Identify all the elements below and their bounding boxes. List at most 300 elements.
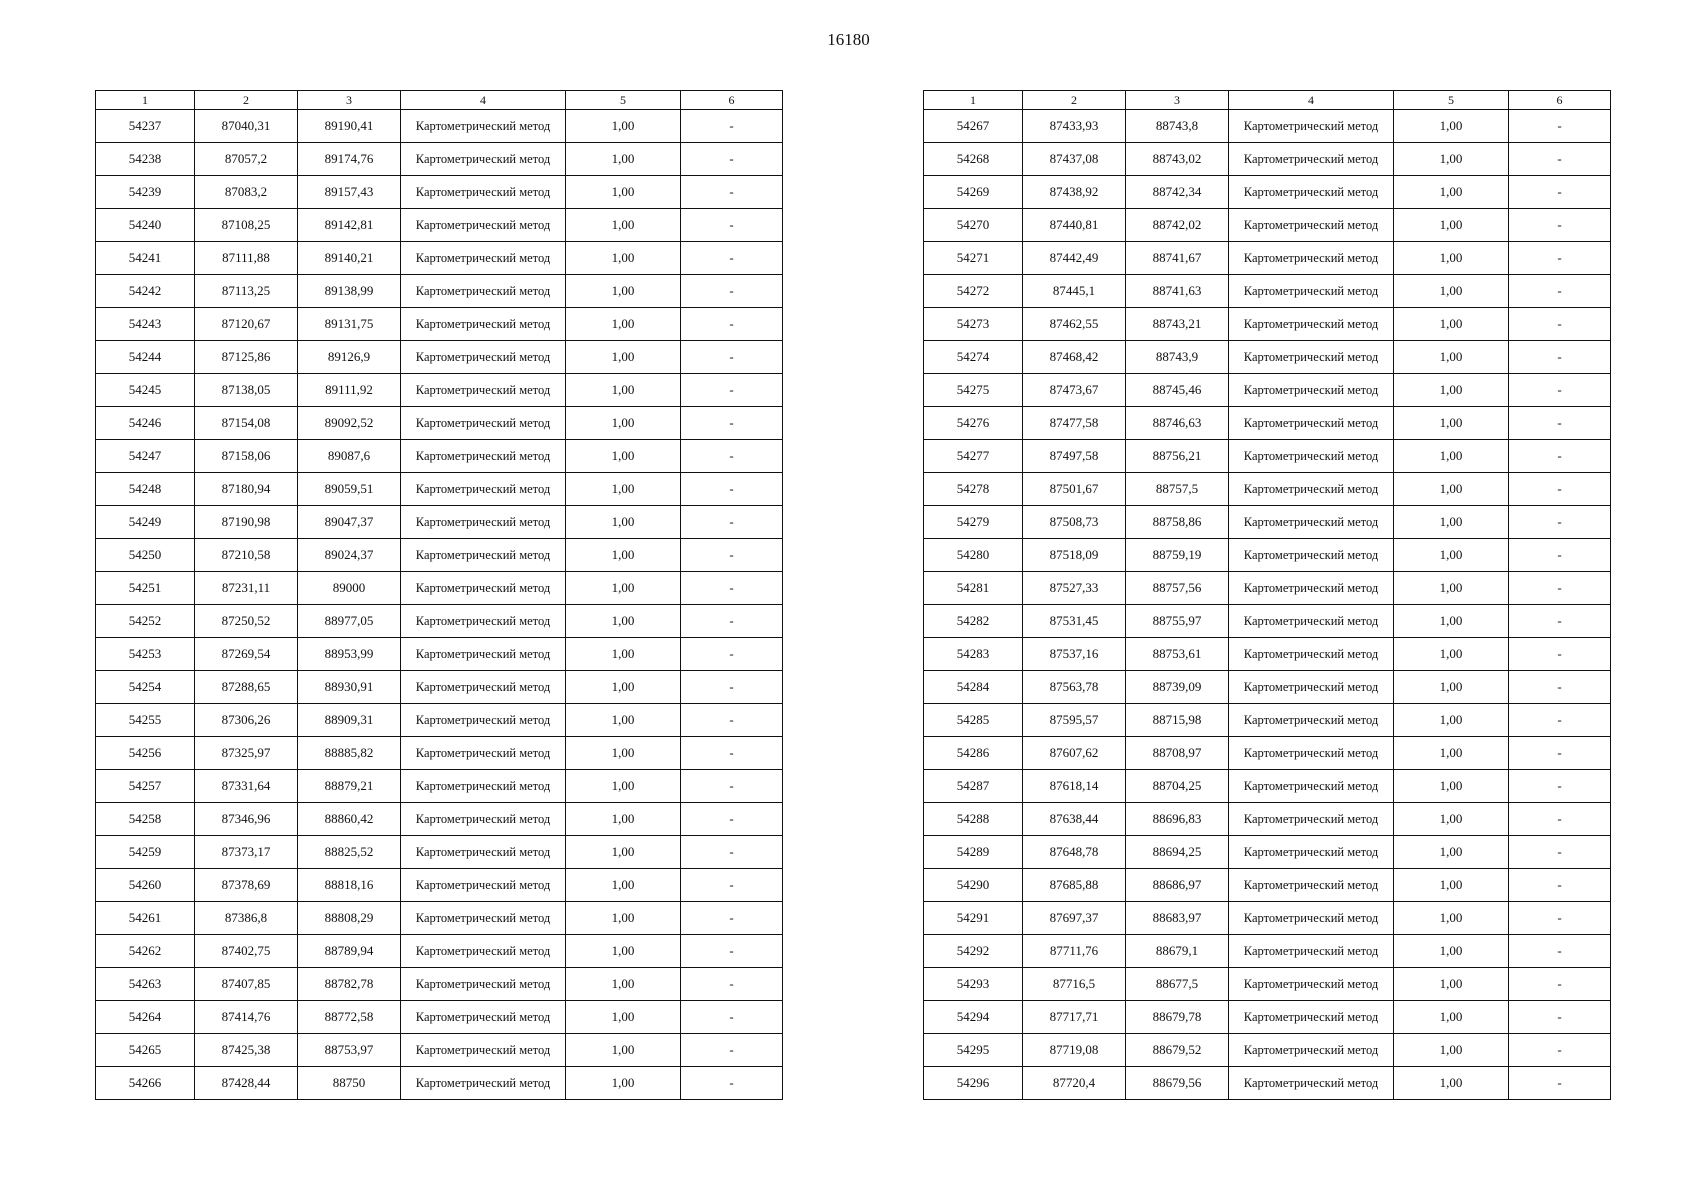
method-cell: Картометрический метод (401, 836, 566, 869)
table-row (96, 407, 783, 440)
x-coordinate-cell: 87468,42 (1023, 341, 1126, 374)
point-number-cell: 54262 (96, 935, 195, 968)
method-cell: Картометрический метод (1229, 836, 1394, 869)
method-cell: Картометрический метод (401, 572, 566, 605)
accuracy-cell: 1,00 (1394, 803, 1509, 836)
description-cell: - (1509, 242, 1611, 275)
point-number-cell: 54278 (924, 473, 1023, 506)
x-coordinate-cell: 87407,85 (195, 968, 298, 1001)
table-row (96, 770, 783, 803)
table-row (924, 539, 1611, 572)
method-cell: Картометрический метод (401, 869, 566, 902)
description-cell: - (681, 374, 783, 407)
y-coordinate-cell: 88750 (298, 1067, 401, 1100)
point-number-cell: 54260 (96, 869, 195, 902)
accuracy-cell: 1,00 (566, 704, 681, 737)
table-row (924, 176, 1611, 209)
method-cell: Картометрический метод (1229, 869, 1394, 902)
description-cell: - (681, 605, 783, 638)
y-coordinate-cell: 89092,52 (298, 407, 401, 440)
y-coordinate-cell: 88708,97 (1126, 737, 1229, 770)
x-coordinate-cell: 87711,76 (1023, 935, 1126, 968)
description-cell: - (1509, 1001, 1611, 1034)
x-coordinate-cell: 87473,67 (1023, 374, 1126, 407)
point-number-cell: 54240 (96, 209, 195, 242)
x-coordinate-cell: 87113,25 (195, 275, 298, 308)
description-cell: - (681, 770, 783, 803)
description-cell: - (1509, 572, 1611, 605)
x-coordinate-cell: 87057,2 (195, 143, 298, 176)
description-cell: - (681, 440, 783, 473)
description-cell: - (1509, 737, 1611, 770)
y-coordinate-cell: 88739,09 (1126, 671, 1229, 704)
y-coordinate-cell: 88696,83 (1126, 803, 1229, 836)
table-row (96, 836, 783, 869)
x-coordinate-cell: 87638,44 (1023, 803, 1126, 836)
x-coordinate-cell: 87563,78 (1023, 671, 1126, 704)
point-number-cell: 54243 (96, 308, 195, 341)
point-number-cell: 54263 (96, 968, 195, 1001)
accuracy-cell: 1,00 (1394, 902, 1509, 935)
y-coordinate-cell: 89126,9 (298, 341, 401, 374)
x-coordinate-cell: 87120,67 (195, 308, 298, 341)
method-cell: Картометрический метод (1229, 374, 1394, 407)
x-coordinate-cell: 87325,97 (195, 737, 298, 770)
description-cell: - (1509, 836, 1611, 869)
description-cell: - (681, 902, 783, 935)
table-row (96, 110, 783, 143)
table-row (96, 473, 783, 506)
description-cell: - (681, 143, 783, 176)
method-cell: Картометрический метод (401, 737, 566, 770)
accuracy-cell: 1,00 (566, 1001, 681, 1034)
description-cell: - (681, 836, 783, 869)
table-row (96, 275, 783, 308)
description-cell: - (681, 176, 783, 209)
table-row (96, 539, 783, 572)
description-cell: - (1509, 407, 1611, 440)
x-coordinate-cell: 87346,96 (195, 803, 298, 836)
description-cell: - (681, 1001, 783, 1034)
point-number-cell: 54286 (924, 737, 1023, 770)
accuracy-cell: 1,00 (566, 176, 681, 209)
x-coordinate-cell: 87250,52 (195, 605, 298, 638)
table-row (924, 275, 1611, 308)
accuracy-cell: 1,00 (1394, 1034, 1509, 1067)
y-coordinate-cell: 88679,1 (1126, 935, 1229, 968)
accuracy-cell: 1,00 (566, 1067, 681, 1100)
description-cell: - (1509, 341, 1611, 374)
accuracy-cell: 1,00 (1394, 374, 1509, 407)
point-number-cell: 54256 (96, 737, 195, 770)
method-cell: Картометрический метод (1229, 968, 1394, 1001)
table-row (924, 902, 1611, 935)
table-row (924, 143, 1611, 176)
description-cell: - (681, 869, 783, 902)
table-row (924, 341, 1611, 374)
method-cell: Картометрический метод (401, 242, 566, 275)
description-cell: - (681, 572, 783, 605)
method-cell: Картометрический метод (401, 275, 566, 308)
accuracy-cell: 1,00 (1394, 1067, 1509, 1100)
x-coordinate-cell: 87306,26 (195, 704, 298, 737)
method-cell: Картометрический метод (401, 638, 566, 671)
accuracy-cell: 1,00 (566, 902, 681, 935)
point-number-cell: 54293 (924, 968, 1023, 1001)
x-coordinate-cell: 87428,44 (195, 1067, 298, 1100)
point-number-cell: 54291 (924, 902, 1023, 935)
method-cell: Картометрический метод (1229, 473, 1394, 506)
point-number-cell: 54283 (924, 638, 1023, 671)
x-coordinate-cell: 87083,2 (195, 176, 298, 209)
x-coordinate-cell: 87138,05 (195, 374, 298, 407)
point-number-cell: 54264 (96, 1001, 195, 1034)
method-cell: Картометрический метод (1229, 506, 1394, 539)
table-row (96, 572, 783, 605)
description-cell: - (681, 473, 783, 506)
description-cell: - (681, 242, 783, 275)
x-coordinate-cell: 87438,92 (1023, 176, 1126, 209)
accuracy-cell: 1,00 (566, 605, 681, 638)
x-coordinate-cell: 87190,98 (195, 506, 298, 539)
method-cell: Картометрический метод (1229, 440, 1394, 473)
accuracy-cell: 1,00 (566, 407, 681, 440)
method-cell: Картометрический метод (1229, 1001, 1394, 1034)
table-row (924, 1001, 1611, 1034)
point-number-cell: 54270 (924, 209, 1023, 242)
method-cell: Картометрический метод (401, 143, 566, 176)
table-row (96, 374, 783, 407)
table-row (96, 341, 783, 374)
method-cell: Картометрический метод (401, 110, 566, 143)
x-coordinate-cell: 87288,65 (195, 671, 298, 704)
accuracy-cell: 1,00 (1394, 869, 1509, 902)
table-row (96, 869, 783, 902)
table-row (924, 605, 1611, 638)
method-cell: Картометрический метод (1229, 902, 1394, 935)
accuracy-cell: 1,00 (1394, 473, 1509, 506)
y-coordinate-cell: 88715,98 (1126, 704, 1229, 737)
method-cell: Картометрический метод (401, 1001, 566, 1034)
description-cell: - (1509, 143, 1611, 176)
y-coordinate-cell: 88758,86 (1126, 506, 1229, 539)
method-cell: Картометрический метод (1229, 275, 1394, 308)
x-coordinate-cell: 87040,31 (195, 110, 298, 143)
y-coordinate-cell: 88743,21 (1126, 308, 1229, 341)
method-cell: Картометрический метод (1229, 143, 1394, 176)
accuracy-cell: 1,00 (566, 242, 681, 275)
description-cell: - (681, 506, 783, 539)
table-row (924, 308, 1611, 341)
accuracy-cell: 1,00 (1394, 638, 1509, 671)
point-number-cell: 54246 (96, 407, 195, 440)
point-number-cell: 54295 (924, 1034, 1023, 1067)
table-row (924, 572, 1611, 605)
x-coordinate-cell: 87414,76 (195, 1001, 298, 1034)
x-coordinate-cell: 87378,69 (195, 869, 298, 902)
y-coordinate-cell: 88756,21 (1126, 440, 1229, 473)
x-coordinate-cell: 87269,54 (195, 638, 298, 671)
y-coordinate-cell: 89111,92 (298, 374, 401, 407)
table-row (96, 803, 783, 836)
x-coordinate-cell: 87210,58 (195, 539, 298, 572)
method-cell: Картометрический метод (1229, 935, 1394, 968)
y-coordinate-cell: 88741,63 (1126, 275, 1229, 308)
y-coordinate-cell: 88860,42 (298, 803, 401, 836)
table-row (96, 1067, 783, 1100)
accuracy-cell: 1,00 (1394, 737, 1509, 770)
point-number-cell: 54245 (96, 374, 195, 407)
y-coordinate-cell: 89140,21 (298, 242, 401, 275)
table-row (96, 506, 783, 539)
y-coordinate-cell: 88755,97 (1126, 605, 1229, 638)
y-coordinate-cell: 88909,31 (298, 704, 401, 737)
point-number-cell: 54250 (96, 539, 195, 572)
accuracy-cell: 1,00 (1394, 275, 1509, 308)
method-cell: Картометрический метод (401, 473, 566, 506)
description-cell: - (1509, 539, 1611, 572)
table-row (96, 968, 783, 1001)
y-coordinate-cell: 88885,82 (298, 737, 401, 770)
column-header: 1 (924, 91, 1023, 110)
table-row (924, 836, 1611, 869)
x-coordinate-cell: 87717,71 (1023, 1001, 1126, 1034)
point-number-cell: 54274 (924, 341, 1023, 374)
y-coordinate-cell: 88930,91 (298, 671, 401, 704)
method-cell: Картометрический метод (1229, 407, 1394, 440)
method-cell: Картометрический метод (1229, 110, 1394, 143)
point-number-cell: 54252 (96, 605, 195, 638)
accuracy-cell: 1,00 (566, 770, 681, 803)
method-cell: Картометрический метод (1229, 737, 1394, 770)
description-cell: - (1509, 638, 1611, 671)
description-cell: - (681, 110, 783, 143)
point-number-cell: 54261 (96, 902, 195, 935)
x-coordinate-cell: 87440,81 (1023, 209, 1126, 242)
description-cell: - (1509, 770, 1611, 803)
method-cell: Картометрический метод (401, 374, 566, 407)
x-coordinate-cell: 87595,57 (1023, 704, 1126, 737)
method-cell: Картометрический метод (401, 605, 566, 638)
method-cell: Картометрический метод (401, 803, 566, 836)
table-row (96, 737, 783, 770)
table-row (924, 1067, 1611, 1100)
method-cell: Картометрический метод (401, 704, 566, 737)
y-coordinate-cell: 89059,51 (298, 473, 401, 506)
description-cell: - (1509, 704, 1611, 737)
point-number-cell: 54294 (924, 1001, 1023, 1034)
method-cell: Картометрический метод (1229, 770, 1394, 803)
table-row (924, 671, 1611, 704)
description-cell: - (681, 803, 783, 836)
accuracy-cell: 1,00 (1394, 110, 1509, 143)
accuracy-cell: 1,00 (1394, 605, 1509, 638)
method-cell: Картометрический метод (1229, 176, 1394, 209)
accuracy-cell: 1,00 (566, 803, 681, 836)
table-row (96, 902, 783, 935)
x-coordinate-cell: 87433,93 (1023, 110, 1126, 143)
x-coordinate-cell: 87537,16 (1023, 638, 1126, 671)
method-cell: Картометрический метод (1229, 209, 1394, 242)
point-number-cell: 54251 (96, 572, 195, 605)
y-coordinate-cell: 88953,99 (298, 638, 401, 671)
description-cell: - (1509, 935, 1611, 968)
y-coordinate-cell: 88818,16 (298, 869, 401, 902)
description-cell: - (1509, 968, 1611, 1001)
point-number-cell: 54287 (924, 770, 1023, 803)
y-coordinate-cell: 88757,5 (1126, 473, 1229, 506)
description-cell: - (681, 737, 783, 770)
x-coordinate-cell: 87180,94 (195, 473, 298, 506)
y-coordinate-cell: 88677,5 (1126, 968, 1229, 1001)
table-row (924, 1034, 1611, 1067)
y-coordinate-cell: 88825,52 (298, 836, 401, 869)
table-row (924, 968, 1611, 1001)
method-cell: Картометрический метод (1229, 671, 1394, 704)
table-row (924, 440, 1611, 473)
description-cell: - (1509, 374, 1611, 407)
method-cell: Картометрический метод (1229, 539, 1394, 572)
accuracy-cell: 1,00 (566, 275, 681, 308)
x-coordinate-cell: 87531,45 (1023, 605, 1126, 638)
y-coordinate-cell: 89047,37 (298, 506, 401, 539)
y-coordinate-cell: 88679,52 (1126, 1034, 1229, 1067)
description-cell: - (1509, 440, 1611, 473)
point-number-cell: 54279 (924, 506, 1023, 539)
method-cell: Картометрический метод (401, 176, 566, 209)
point-number-cell: 54289 (924, 836, 1023, 869)
x-coordinate-cell: 87477,58 (1023, 407, 1126, 440)
y-coordinate-cell: 88742,02 (1126, 209, 1229, 242)
x-coordinate-cell: 87108,25 (195, 209, 298, 242)
method-cell: Картометрический метод (401, 935, 566, 968)
method-cell: Картометрический метод (401, 671, 566, 704)
point-number-cell: 54241 (96, 242, 195, 275)
description-cell: - (681, 638, 783, 671)
y-coordinate-cell: 88745,46 (1126, 374, 1229, 407)
description-cell: - (681, 341, 783, 374)
table-row (924, 869, 1611, 902)
table-row (96, 143, 783, 176)
description-cell: - (1509, 176, 1611, 209)
point-number-cell: 54244 (96, 341, 195, 374)
description-cell: - (1509, 275, 1611, 308)
point-number-cell: 54253 (96, 638, 195, 671)
y-coordinate-cell: 89142,81 (298, 209, 401, 242)
description-cell: - (681, 935, 783, 968)
x-coordinate-cell: 87386,8 (195, 902, 298, 935)
method-cell: Картометрический метод (401, 341, 566, 374)
accuracy-cell: 1,00 (1394, 770, 1509, 803)
accuracy-cell: 1,00 (566, 638, 681, 671)
accuracy-cell: 1,00 (1394, 539, 1509, 572)
x-coordinate-cell: 87497,58 (1023, 440, 1126, 473)
accuracy-cell: 1,00 (566, 440, 681, 473)
y-coordinate-cell: 88743,8 (1126, 110, 1229, 143)
table-row (96, 242, 783, 275)
table-row (924, 110, 1611, 143)
description-cell: - (1509, 1034, 1611, 1067)
x-coordinate-cell: 87648,78 (1023, 836, 1126, 869)
y-coordinate-cell: 88741,67 (1126, 242, 1229, 275)
point-number-cell: 54272 (924, 275, 1023, 308)
y-coordinate-cell: 88808,29 (298, 902, 401, 935)
column-header: 6 (1509, 91, 1611, 110)
point-number-cell: 54285 (924, 704, 1023, 737)
description-cell: - (681, 704, 783, 737)
table-row (924, 803, 1611, 836)
description-cell: - (681, 308, 783, 341)
point-number-cell: 54275 (924, 374, 1023, 407)
table-row (96, 671, 783, 704)
y-coordinate-cell: 88679,78 (1126, 1001, 1229, 1034)
column-header: 3 (298, 91, 401, 110)
column-header: 4 (1229, 91, 1394, 110)
method-cell: Картометрический метод (401, 1067, 566, 1100)
accuracy-cell: 1,00 (566, 209, 681, 242)
description-cell: - (681, 209, 783, 242)
table-row (924, 638, 1611, 671)
point-number-cell: 54267 (924, 110, 1023, 143)
point-number-cell: 54282 (924, 605, 1023, 638)
point-number-cell: 54268 (924, 143, 1023, 176)
x-coordinate-cell: 87437,08 (1023, 143, 1126, 176)
method-cell: Картометрический метод (1229, 638, 1394, 671)
x-coordinate-cell: 87697,37 (1023, 902, 1126, 935)
accuracy-cell: 1,00 (1394, 836, 1509, 869)
description-cell: - (681, 407, 783, 440)
method-cell: Картометрический метод (1229, 803, 1394, 836)
accuracy-cell: 1,00 (1394, 407, 1509, 440)
accuracy-cell: 1,00 (566, 572, 681, 605)
method-cell: Картометрический метод (1229, 605, 1394, 638)
x-coordinate-cell: 87508,73 (1023, 506, 1126, 539)
column-header: 4 (401, 91, 566, 110)
accuracy-cell: 1,00 (1394, 935, 1509, 968)
table-row (96, 1001, 783, 1034)
table-row (96, 638, 783, 671)
point-number-cell: 54276 (924, 407, 1023, 440)
method-cell: Картометрический метод (401, 539, 566, 572)
y-coordinate-cell: 88683,97 (1126, 902, 1229, 935)
x-coordinate-cell: 87125,86 (195, 341, 298, 374)
accuracy-cell: 1,00 (1394, 506, 1509, 539)
header-row (96, 91, 783, 110)
header-row (924, 91, 1611, 110)
point-number-cell: 54277 (924, 440, 1023, 473)
accuracy-cell: 1,00 (1394, 671, 1509, 704)
y-coordinate-cell: 88782,78 (298, 968, 401, 1001)
y-coordinate-cell: 88704,25 (1126, 770, 1229, 803)
point-number-cell: 54242 (96, 275, 195, 308)
description-cell: - (681, 539, 783, 572)
point-number-cell: 54292 (924, 935, 1023, 968)
y-coordinate-cell: 88977,05 (298, 605, 401, 638)
description-cell: - (1509, 803, 1611, 836)
description-cell: - (1509, 110, 1611, 143)
method-cell: Картометрический метод (1229, 704, 1394, 737)
y-coordinate-cell: 89190,41 (298, 110, 401, 143)
point-number-cell: 54247 (96, 440, 195, 473)
accuracy-cell: 1,00 (566, 473, 681, 506)
x-coordinate-cell: 87158,06 (195, 440, 298, 473)
point-number-cell: 54281 (924, 572, 1023, 605)
column-header: 6 (681, 91, 783, 110)
description-cell: - (1509, 1067, 1611, 1100)
x-coordinate-cell: 87425,38 (195, 1034, 298, 1067)
point-number-cell: 54280 (924, 539, 1023, 572)
table-row (924, 737, 1611, 770)
